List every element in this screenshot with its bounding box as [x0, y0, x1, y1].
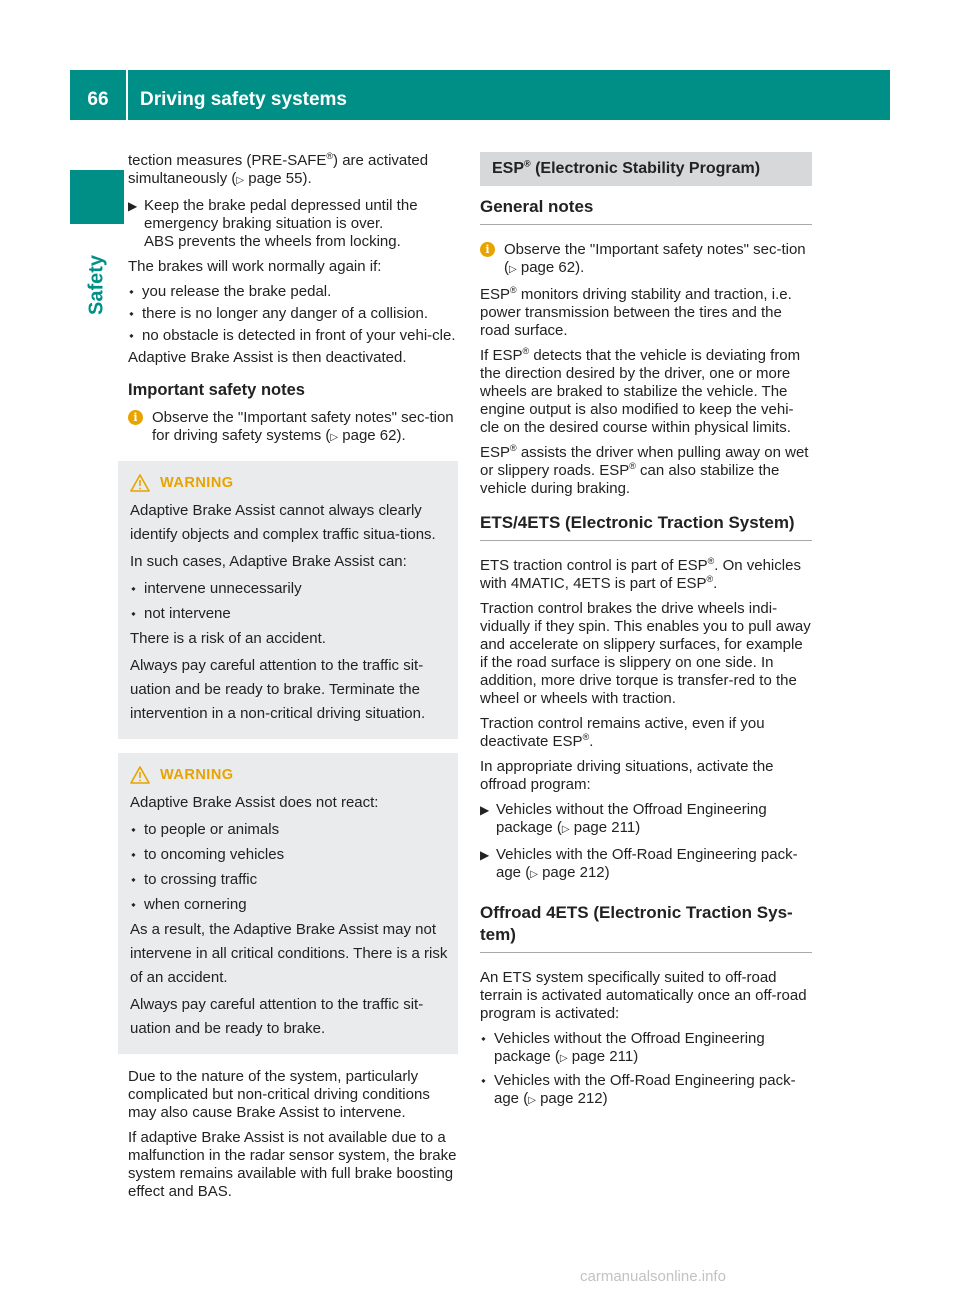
warning-title: WARNING — [160, 475, 234, 491]
list-item: ■ to people or animals — [130, 818, 448, 842]
ets-paragraph: Traction control brakes the drive wheels indi-vidually if they spin. This enables you to pull away and accelerate on slippery surfaces, for example if the road surface is slippery on one side. In addition, more drive torque is transfer-red to the wheel or wheels with traction. — [480, 600, 811, 707]
diamond-bullet-icon — [130, 868, 144, 892]
page-ref-arrow-icon: ▷ — [559, 1053, 568, 1064]
section-tab-marker — [70, 170, 124, 224]
left-column — [128, 152, 458, 1208]
diamond-bullet-icon — [130, 577, 144, 601]
step-item: ▶ Keep the brake pedal depressed until the emergency braking situation is over. ABS prevents the wheels from locking. — [128, 197, 418, 250]
list-item: ■ to crossing traffic — [130, 868, 448, 892]
page-ref-arrow-icon: ▷ — [236, 175, 245, 186]
page-title: Driving safety systems — [140, 89, 347, 110]
page-ref-link[interactable]: page 55). — [244, 170, 312, 187]
diamond-bullet-icon — [130, 843, 144, 867]
diamond-bullet-icon — [130, 893, 144, 917]
ets-paragraph: Traction control remains active, even if you deactivate ESP®. — [480, 715, 765, 750]
list-item: ■ Vehicles without the Offroad Engineering package (▷ page 211) — [480, 1030, 812, 1068]
right-column — [480, 152, 812, 1114]
info-icon: i — [128, 410, 143, 425]
intro-paragraph: tection measures (PRE-SAFE®) are activated simultaneously (▷ page 55). — [128, 151, 429, 187]
esp-paragraph: ESP® monitors driving stability and traction, i.e. power transmission between the tires and the road surface. — [480, 285, 792, 339]
diamond-bullet-icon — [480, 1030, 494, 1068]
diamond-bullet-icon — [130, 602, 144, 626]
esp-paragraph: ESP® assists the driver when pulling away on wet or slippery roads. ESP® can also stabilize the vehicle during braking. — [480, 443, 809, 497]
page-ref-arrow-icon: ▷ — [528, 1095, 536, 1106]
list-item: ■ when cornering — [130, 893, 448, 917]
general-notes-heading: General notes — [480, 196, 812, 225]
diamond-bullet-icon — [128, 327, 142, 345]
list-item: ■ Vehicles with the Off-Road Engineering pack-age (▷ page 212) — [480, 1072, 812, 1110]
arrow-right-icon: ▶ — [480, 848, 490, 862]
page-ref-link[interactable]: page 62). — [516, 259, 585, 276]
brakes-intro: The brakes will work normally again if: — [128, 258, 382, 275]
diamond-bullet-icon — [128, 283, 142, 301]
diamond-bullet-icon — [128, 305, 142, 323]
warning-triangle-icon — [130, 766, 150, 784]
list-item: ■ to oncoming vehicles — [130, 843, 448, 867]
step-item: ▶ Vehicles without the Offroad Engineering package (▷ page 211) — [480, 801, 812, 839]
ets-paragraph: ETS traction control is part of ESP®. On vehicles with 4MATIC, 4ETS is part of ESP®. — [480, 556, 801, 592]
esp-banner: ESP® (Electronic Stability Program) — [480, 152, 812, 186]
page-ref-link[interactable]: page 212) — [537, 864, 610, 881]
page-ref-link[interactable]: page 211) — [569, 819, 641, 836]
ets-paragraph: In appropriate driving situations, activate the offroad program: — [480, 758, 774, 793]
header-divider — [126, 70, 128, 120]
page-ref-arrow-icon: ▷ — [509, 264, 517, 275]
list-item: ■ no obstacle is detected in front of your vehi-cle. — [128, 327, 458, 345]
page-ref-arrow-icon: ▷ — [530, 869, 538, 880]
page-ref-link[interactable]: page 62). — [338, 427, 406, 444]
warning-box: WARNING Adaptive Brake Assist cannot always clearly identify objects and complex traffic situa-tions. In such cases, Adaptive Brake Assist can: ■ intervene unnecessarily ■ not intervene There is a risk of an accident. Always pay careful attention to the traffic sit-uation and be ready to brake. Terminate the intervention in a non-critical driving situation. — [118, 461, 458, 739]
page-ref-link[interactable]: page 212) — [535, 1090, 608, 1107]
ets-heading: ETS/4ETS (Electronic Traction System) — [480, 512, 812, 541]
section-label-text: Safety — [85, 254, 108, 316]
section-label — [70, 230, 124, 340]
offroad-paragraph: An ETS system specifically suited to off-road terrain is activated automatically once an off-road program is activated: — [480, 969, 807, 1022]
arrow-right-icon: ▶ — [480, 803, 490, 817]
diamond-bullet-icon — [130, 818, 144, 842]
offroad-heading: Offroad 4ETS (Electronic Traction Sys-tem) — [480, 902, 812, 953]
list-item: ■ there is no longer any danger of a collision. — [128, 305, 458, 323]
info-note: i Observe the "Important safety notes" sec-tion (▷ page 62). — [480, 241, 812, 279]
info-icon: i — [480, 242, 495, 257]
list-item: ■ you release the brake pedal. — [128, 283, 458, 301]
info-note: i Observe the "Important safety notes" sec-tion for driving safety systems (▷ page 62). — [128, 409, 458, 447]
warning-box: WARNING Adaptive Brake Assist does not react: ■ to people or animals ■ to oncoming vehicles ■ to crossing traffic ■ when cornering As a result, the Adaptive Brake Assist may not intervene in all critical conditions. There is a risk of an accident. Always pay careful attention to the traffic sit-uation and be ready to brake. — [118, 753, 458, 1054]
arrow-right-icon: ▶ — [128, 199, 138, 213]
outro-paragraph: If adaptive Brake Assist is not available due to a malfunction in the radar sensor system, the brake system remains available with full brake boosting effect and BAS. — [128, 1129, 457, 1200]
page-number: 66 — [87, 89, 109, 110]
page-ref-link[interactable]: page 211) — [567, 1048, 639, 1065]
warning-title: WARNING — [160, 767, 234, 783]
important-heading: Important safety notes — [128, 381, 305, 399]
list-item: ■ not intervene — [130, 602, 448, 626]
outro-paragraph: Due to the nature of the system, particularly complicated but non-critical driving conditions may also cause Brake Assist to intervene. — [128, 1068, 430, 1121]
page-ref-arrow-icon: ▷ — [561, 824, 570, 835]
diamond-bullet-icon — [480, 1072, 494, 1110]
watermark-link[interactable]: carmanualsonline.info — [580, 1268, 726, 1285]
list-item: ■ intervene unnecessarily — [130, 577, 448, 601]
esp-paragraph: If ESP® detects that the vehicle is deviating from the direction desired by the driver, one or more wheels are braked to stabilize the vehicle. The engine output is also modified to keep the vehi-cle on the desired course within physical limits. — [480, 346, 801, 436]
page-ref-arrow-icon: ▷ — [330, 432, 339, 443]
warning-triangle-icon — [130, 474, 150, 492]
step-item: ▶ Vehicles with the Off-Road Engineering pack-age (▷ page 212) — [480, 846, 812, 884]
deactivated-text: Adaptive Brake Assist is then deactivated. — [128, 349, 407, 366]
